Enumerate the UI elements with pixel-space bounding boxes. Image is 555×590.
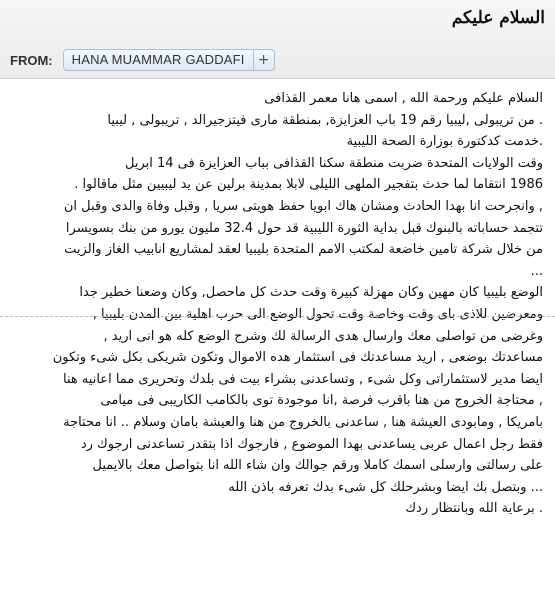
body-line: وغرضى من تواصلى معك وارسال هدى الرسالة لك وشرح الوضع كله هو انى اريد , [103, 328, 543, 344]
body-line: السلام عليكم ورحمة الله , اسمى هانا معمر القذافى [264, 91, 543, 106]
email-body [0, 88, 555, 520]
sender-name[interactable]: HANA MUAMMAR GADDAFI [64, 50, 254, 70]
body-line: من خلال شركة تامين خاضعة لمكتب الامم المتحدة بليبيا لعقد لمشاريع انابيب الغاز والزيت [64, 242, 543, 258]
from-label: FROM: [10, 52, 53, 68]
body-line: ... وبتصل بك ايضا وبشرحلك كل شىء بدك تعرفه باذن الله [228, 479, 543, 495]
add-contact-icon[interactable]: + [257, 52, 270, 68]
sender-token[interactable] [63, 49, 275, 71]
section-divider [0, 316, 555, 317]
body-line: وقت الولايات المتحدة ضربت منطقة سكنا القذافى بباب العزايزة فى 14 ابريل [125, 155, 543, 171]
body-line: ايضا مدير لاستثماراتى وكل شىء , وتساعدنى بشراء بيت فى بلدك وتحريرى مما اعانيه هنا [62, 371, 543, 387]
body-line: فقط رجل اعمال عربى يساعدنى بهدا الموضوع , فارجوك اذا بتقدر تساعدنى ارجوك رد [80, 436, 543, 452]
body-line: ومعرضين للاذى باى وقت وخاصة وقت تحول الوضع الى حرب اهلية بين المدن بليبيا , [92, 306, 543, 322]
body-line: . برعاية الله وبانتظار ردك [405, 501, 543, 517]
body-line: . من تريبولى ,ليبيا رقم 19 باب العزايزة, بمنطقة مارى فيتزجيرالد , تريبولى , ليبيا [107, 112, 543, 128]
body-line: .خدمت كدكتورة بوزارة الصحة الليبية [346, 134, 543, 150]
body-line: , وانجرحت انا بهدا الحادث ومشان هاك ابويا حفظ هويتى سريا , وقبل وفاة والدى وقبل ان [63, 198, 543, 214]
body-line: تتجمد حساباته بالبنوك قبل بداية الثورة الليبية قد حول 32.4 مليون يورو من بنك بسويسرا [65, 220, 543, 236]
body-line: , محتاجة الخروج من هنا باقرب فرصة ,انا موجودة توى بالكامب الكاريبى فى ميامى [100, 393, 543, 409]
body-line: 1986 انتقاما لما حدث بتفجير الملهى الليلى لابلا بمدينة برلين عن يد ليبيين مثل ماقالوا . [74, 177, 543, 193]
body-line: بامريكا , ومابودى العيشة هنا , ساعدنى بالخروج من هنا والعيشة بامان وسلام .. انا محتاجة [63, 414, 543, 430]
body-line: مساعدتك بوضعى , اريد مساعدتك فى استثمار هده الاموال وتكون شريكى بكل شىء وتكون [52, 350, 543, 366]
email-subject: السلام عليكم [451, 8, 545, 28]
body-line: الوضع بليبيا كان مهين وكان مهزلة كبيرة وقت حدث كل ماحصل, وكان وضعنا خطير جدا [79, 285, 543, 301]
body-line: على رسالتى وارسلى اسمك كاملا ورقم جوالك وان شاء الله انا بتواصل معك بالايميل [92, 458, 543, 474]
body-line: ... [530, 263, 543, 279]
email-header [0, 0, 555, 79]
from-row [10, 46, 275, 74]
